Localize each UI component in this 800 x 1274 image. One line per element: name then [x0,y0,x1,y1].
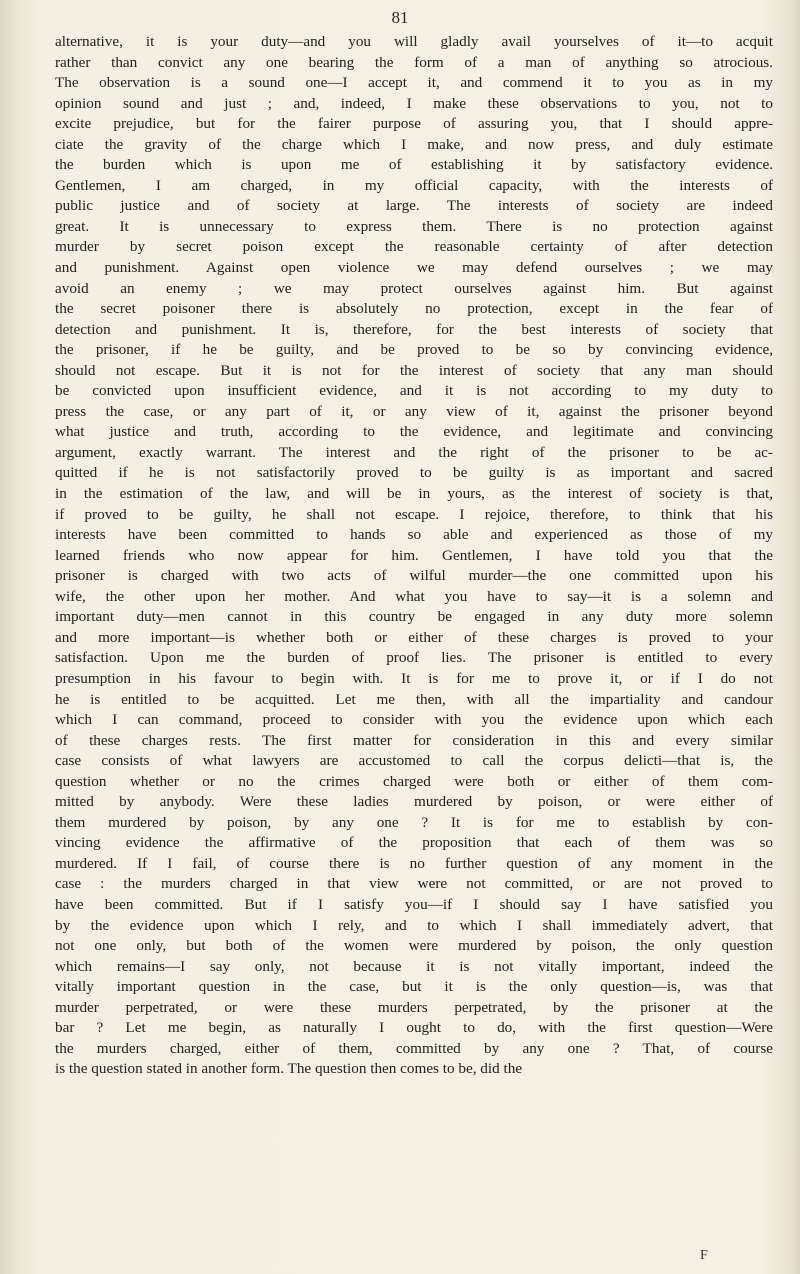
page-number: 81 [391,8,409,27]
text-line: case consists of what lawyers are accustomed to call the corpus delicti—that is, the [55,752,773,770]
text-line: he is entitled to be acquitted. Let me then, with all the impartiality and candour [55,690,773,708]
text-line: which remains—I say only, not because it is not vitally important, indeed the [55,957,773,975]
text-line: which I can command, proceed to consider with you the evidence upon which each [55,711,773,729]
text-line: by the evidence upon which I rely, and to which I shall immediately advert, that [55,916,773,934]
text-line: should not escape. But it is not for the interest of society that any man should [55,361,773,379]
text-line: the prisoner, if he be guilty, and be proved to be so by convincing evidence, [55,341,773,359]
text-line: be convicted upon insufficient evidence, and it is not according to my duty to [55,382,773,400]
page-body-text [55,32,773,1080]
text-line: great. It is unnecessary to express them. There is no protection against [55,217,773,235]
text-line: The observation is a sound one—I accept it, and commend it to you as in my [55,74,773,92]
text-line: Gentlemen, I am charged, in my official capacity, with the interests of [55,176,773,194]
text-line: avoid an enemy ; we may protect ourselves against him. But against [55,279,773,297]
text-line: them murdered by poison, by any one ? It is for me to establish by con- [55,813,773,831]
text-line: important duty—men cannot in this country be engaged in any duty more solemn [55,608,773,626]
text-line: murdered. If I fail, of course there is no further question of any moment in the [55,854,773,872]
text-line: the murders charged, either of them, committed by any one ? That, of course [55,1039,773,1057]
text-line: the burden which is upon me of establishing it by satisfactory evidence. [55,156,773,174]
text-line: mitted by anybody. Were these ladies murdered by poison, or were either of [55,793,773,811]
text-line: vitally important question in the case, but it is the only question—is, was that [55,978,773,996]
text-line: vincing evidence the affirmative of the proposition that each of them was so [55,834,773,852]
text-line: question whether or no the crimes charged were both or either of them com- [55,772,773,790]
text-line: not one only, but both of the women were murdered by poison, the only question [55,937,773,955]
text-line: public justice and of society at large. The interests of society are indeed [55,197,773,215]
text-line: is the question stated in another form. The question then comes to be, did the [55,1060,523,1078]
text-line: and punishment. Against open violence we may defend ourselves ; we may [55,259,773,277]
text-line: have been committed. But if I satisfy you—if I should say I have satisfied you [55,895,773,913]
text-line: in the estimation of the law, and will be in yours, as the interest of society is that, [55,485,773,503]
text-line: alternative, it is your duty—and you will gladly avail yourselves of it—to acquit [55,33,773,50]
text-line: interests have been committed to hands so able and experienced as those of my [55,526,773,544]
text-line: murder perpetrated, or were these murders perpetrated, by the prisoner at the [55,998,773,1016]
text-line: bar ? Let me begin, as naturally I ought to do, with the first question—Were [55,1019,773,1037]
text-line: wife, the other upon her mother. And what you have to say—it is a solemn and [55,587,773,605]
text-line: learned friends who now appear for him. Gentlemen, I have told you that the [55,546,773,564]
text-line: press the case, or any part of it, or any view of it, against the prisoner beyond [55,402,773,420]
text-line: ciate the gravity of the charge which I make, and now press, and duly estimate [55,135,773,153]
text-line: argument, exactly warrant. The interest and the right of the prisoner to be ac- [55,443,773,461]
text-line: and more important—is whether both or either of these charges is proved to your [55,628,773,646]
text-line: murder by secret poison except the reasonable certainty of after detection [55,238,773,256]
text-line: rather than convict any one bearing the form of a man of anything so atrocious. [55,53,773,71]
text-line: of these charges rests. The first matter for consideration in this and every similar [55,731,773,749]
text-line: opinion sound and just ; and, indeed, I make these observations to you, not to [55,94,773,112]
text-line: satisfaction. Upon me the burden of proof lies. The prisoner is entitled to every [55,649,773,667]
text-line: if proved to be guilty, he shall not escape. I rejoice, therefore, to think that his [55,505,773,523]
text-line: case : the murders charged in that view were not committed, or are not proved to [55,875,773,893]
text-line: quitted if he is not satisfactorily proved to be guilty is as important and sacred [55,464,773,482]
signature-mark: F [700,1248,708,1263]
text-line: the secret poisoner there is absolutely no protection, except in the fear of [55,300,773,318]
text-line: presumption in his favour to begin with. It is for me to prove it, or if I do not [55,669,773,687]
text-line: detection and punishment. It is, therefore, for the best interests of society that [55,320,773,338]
text-line: excite prejudice, but for the fairer purpose of assuring you, that I should appre- [55,115,773,133]
text-line: what justice and truth, according to the evidence, and legitimate and convincing [55,423,773,441]
text-line: prisoner is charged with two acts of wilful murder—the one committed upon his [55,567,773,585]
